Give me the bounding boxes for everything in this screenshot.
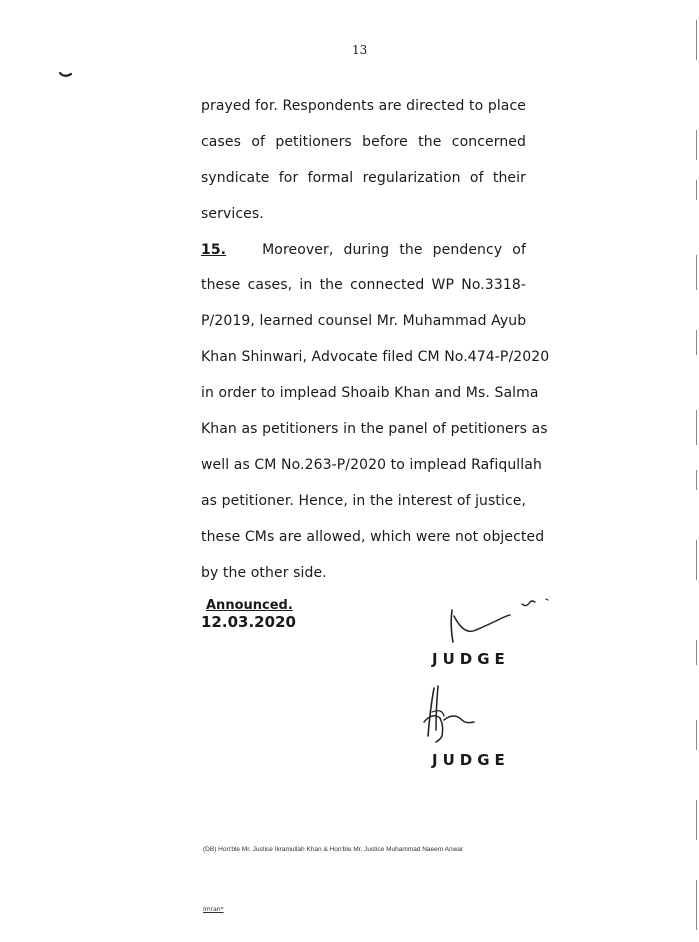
body-line: cases of petitioners before the concerned — [201, 133, 526, 150]
announced-label: Announced. — [206, 598, 293, 613]
judge-signature-icon — [414, 682, 484, 746]
body-line: by the other side. — [201, 564, 327, 581]
judge-label: JUDGE — [432, 650, 510, 668]
page-number: 13 — [352, 43, 368, 57]
corner-mark-icon — [58, 70, 74, 80]
announcement-date: 12.03.2020 — [201, 613, 296, 631]
body-line: prayed for. Respondents are directed to place — [201, 98, 526, 114]
body-line: these CMs are allowed, which were not objected — [201, 528, 545, 545]
body-line: well as CM No.263-P/2020 to implead Rafiqullah — [201, 456, 542, 473]
judgment-body — [201, 95, 550, 597]
paragraph-15-start — [201, 239, 526, 275]
judge-signature-icon — [446, 596, 556, 646]
judge-label: JUDGE — [432, 751, 510, 769]
scan-edge-marks — [695, 0, 699, 942]
body-line: services. — [201, 205, 264, 222]
bench-note: (DB) Hon'ble Mr. Justice Ikramullah Khan & Hon'ble Mr. Justice Muhammad Naeem Anwar — [203, 846, 464, 853]
body-line: syndicate for formal regularization of their — [201, 169, 526, 186]
body-line: in order to implead Shoaib Khan and Ms. Salma — [201, 385, 539, 402]
body-line: Khan Shinwari, Advocate filed CM No.474-P/2020 — [201, 349, 550, 366]
body-line: Khan as petitioners in the panel of petitioners as — [201, 421, 548, 438]
body-line: these cases, in the connected WP No.3318- — [201, 277, 526, 294]
body-line: P/2019, learned counsel Mr. Muhammad Ayub — [201, 313, 527, 330]
body-line: as petitioner. Hence, in the interest of justice, — [201, 492, 527, 509]
body-line: Moreover, during the pendency of — [262, 241, 526, 258]
paragraph-number: 15. — [201, 241, 227, 258]
typist-initials: Imran* — [203, 906, 224, 913]
